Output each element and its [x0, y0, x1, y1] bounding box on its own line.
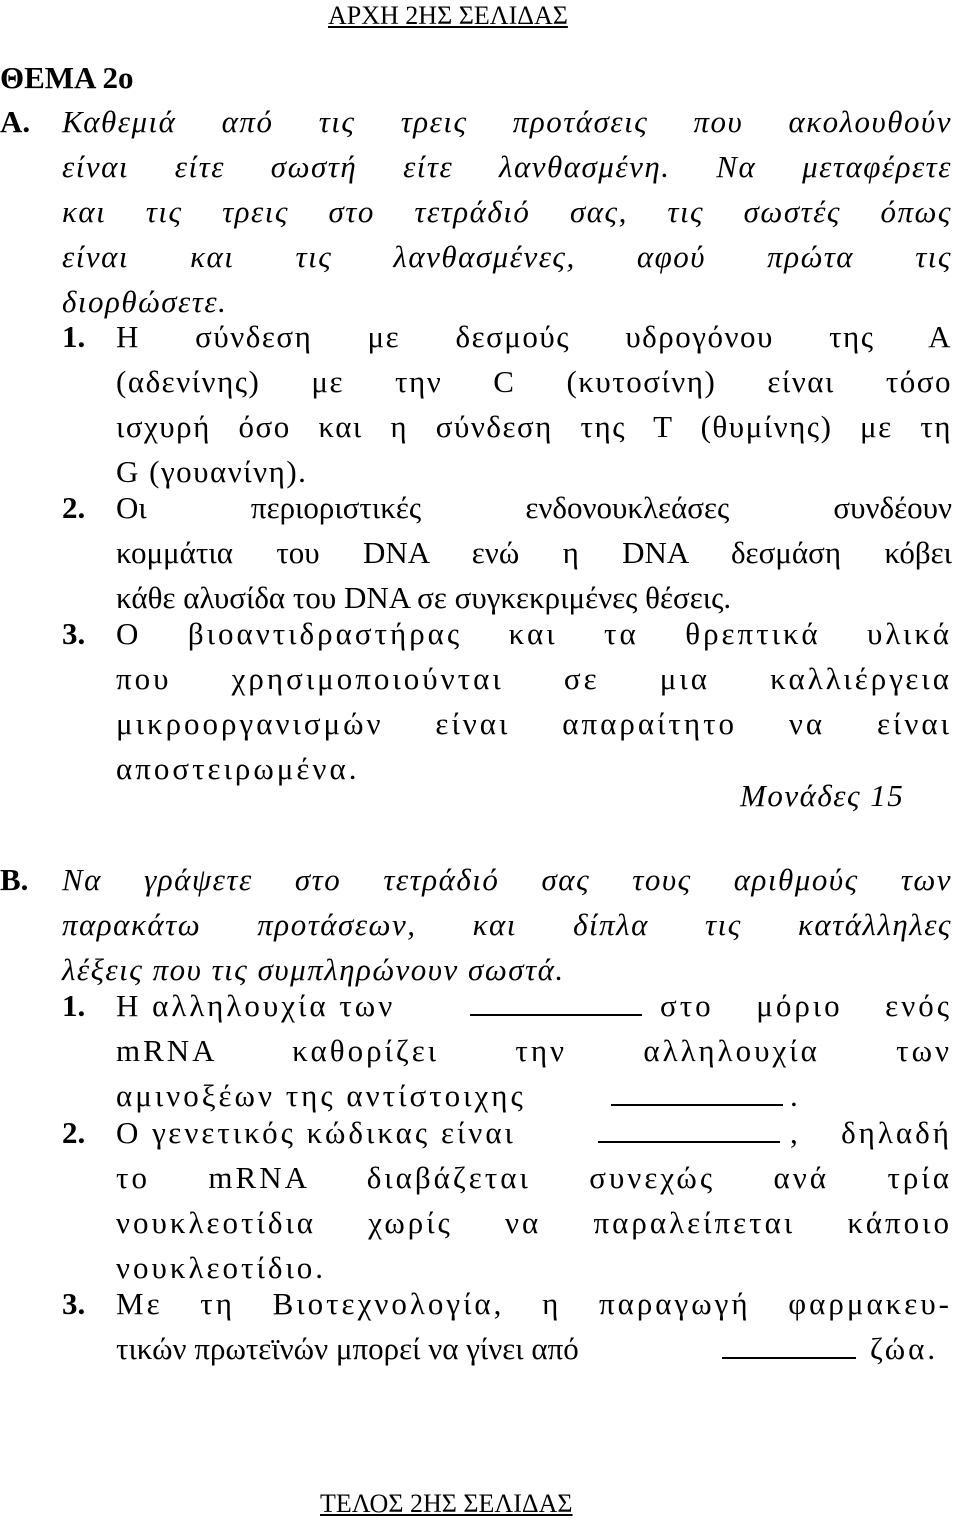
- part-b-label: Β.: [0, 862, 29, 897]
- part-a-item-1-num: 1.: [62, 319, 86, 354]
- part-a-item-1-line-3: ισχυρή όσο και η σύνδεση της Τ (θυμίνης) με τη: [116, 409, 952, 444]
- page-footer: ΤΕΛΟΣ 2ΗΣ ΣΕΛΙΔΑΣ: [320, 1489, 573, 1518]
- part-a-item-2-line-2: κομμάτια του DNA ενώ η DNA δεσμάση κόβει: [116, 535, 952, 570]
- part-a-item-3-line-4: αποστειρωμένα.: [116, 751, 360, 786]
- part-b-intro-1: Να γράψετε στο τετράδιό σας τους αριθμούς των: [62, 862, 952, 897]
- page-header: ΑΡΧΗ 2ΗΣ ΣΕΛΙΔΑΣ: [328, 1, 568, 30]
- part-a-item-3-num: 3.: [62, 616, 86, 651]
- part-b-intro-3: λέξεις που τις συμπληρώνουν σωστά.: [62, 952, 565, 987]
- part-b-item-3-num: 3.: [62, 1286, 86, 1321]
- part-b-item-3-line-2a: τικών πρωτεϊνών μπορεί να γίνει από: [116, 1331, 579, 1366]
- part-b-item-2-line-2: το mRNA διαβάζεται συνεχώς ανά τρία: [116, 1160, 952, 1195]
- part-a-item-2-line-1: Οι περιοριστικές ενδονουκλεάσες συνδέουν: [116, 490, 952, 525]
- part-a-intro-4: είναι και τις λανθασμένες, αφού πρώτα τις: [62, 239, 952, 274]
- part-b-item-2-line-1a: Ο γενετικός κώδικας είναι: [116, 1115, 516, 1150]
- answer-blank-1: [470, 988, 642, 1016]
- part-a-intro-5: διορθώσετε.: [62, 284, 228, 319]
- part-b-item-2-num: 2.: [62, 1115, 86, 1150]
- part-a-label: Α.: [0, 104, 31, 139]
- part-b-item-2-line-1b: , δηλαδή: [790, 1115, 952, 1150]
- part-b-item-1-num: 1.: [62, 988, 86, 1023]
- part-a-item-1-line-4: G (γουανίνη).: [116, 454, 308, 489]
- part-a-item-3-line-3: μικροοργανισμών είναι απαραίτητο να είναι: [116, 706, 952, 741]
- theme-title: ΘΕΜΑ 2ο: [0, 60, 134, 95]
- part-b-item-2-line-3: νουκλεοτίδια χωρίς να παραλείπεται κάποιο: [116, 1205, 952, 1240]
- part-a-item-3-line-2: που χρησιμοποιούνται σε μια καλλιέργεια: [116, 661, 952, 696]
- part-a-intro-2: είναι είτε σωστή είτε λανθασμένη. Να μεταφέρετε: [62, 149, 952, 184]
- part-a-item-1-line-1: Η σύνδεση με δεσμούς υδρογόνου της Α: [116, 319, 952, 354]
- answer-blank-3: [598, 1115, 780, 1143]
- part-b-item-2-line-4: νουκλεοτίδιο.: [116, 1250, 327, 1285]
- part-b-item-1-line-1a: Η αλληλουχία των: [116, 988, 396, 1023]
- part-a-item-3-line-1: Ο βιοαντιδραστήρας και τα θρεπτικά υλικά: [116, 616, 952, 651]
- part-a-item-1-line-2: (αδενίνης) με την C (κυτοσίνη) είναι τόσο: [116, 364, 952, 399]
- answer-blank-4: [722, 1331, 856, 1359]
- part-b-intro-2: παρακάτω προτάσεων, και δίπλα τις κατάλληλες: [62, 907, 952, 942]
- part-a-item-2-line-3: κάθε αλυσίδα του DNA σε συγκεκριμένες θέσεις.: [116, 580, 732, 615]
- part-b-item-1-line-2: mRNA καθορίζει την αλληλουχία των: [116, 1033, 952, 1068]
- part-a-item-2-num: 2.: [62, 490, 86, 525]
- part-a-intro-3: και τις τρεις στο τετράδιό σας, τις σωστές όπως: [62, 194, 952, 229]
- part-b-item-1-line-1b: στο μόριο ενός: [660, 988, 952, 1023]
- answer-blank-2: [611, 1078, 783, 1106]
- part-b-item-3-line-2b: ζώα.: [870, 1331, 939, 1366]
- part-a-points: Μονάδες 15: [740, 778, 905, 813]
- part-b-item-1-line-3b: .: [790, 1078, 798, 1113]
- part-b-item-1-line-3a: αμινοξέων της αντίστοιχης: [116, 1078, 526, 1113]
- part-a-intro-1: Καθεμιά από τις τρεις προτάσεις που ακολουθούν: [62, 104, 952, 139]
- part-b-item-3-line-1: Με τη Βιοτεχνολογία, η παραγωγή φαρμακευ-: [116, 1286, 952, 1321]
